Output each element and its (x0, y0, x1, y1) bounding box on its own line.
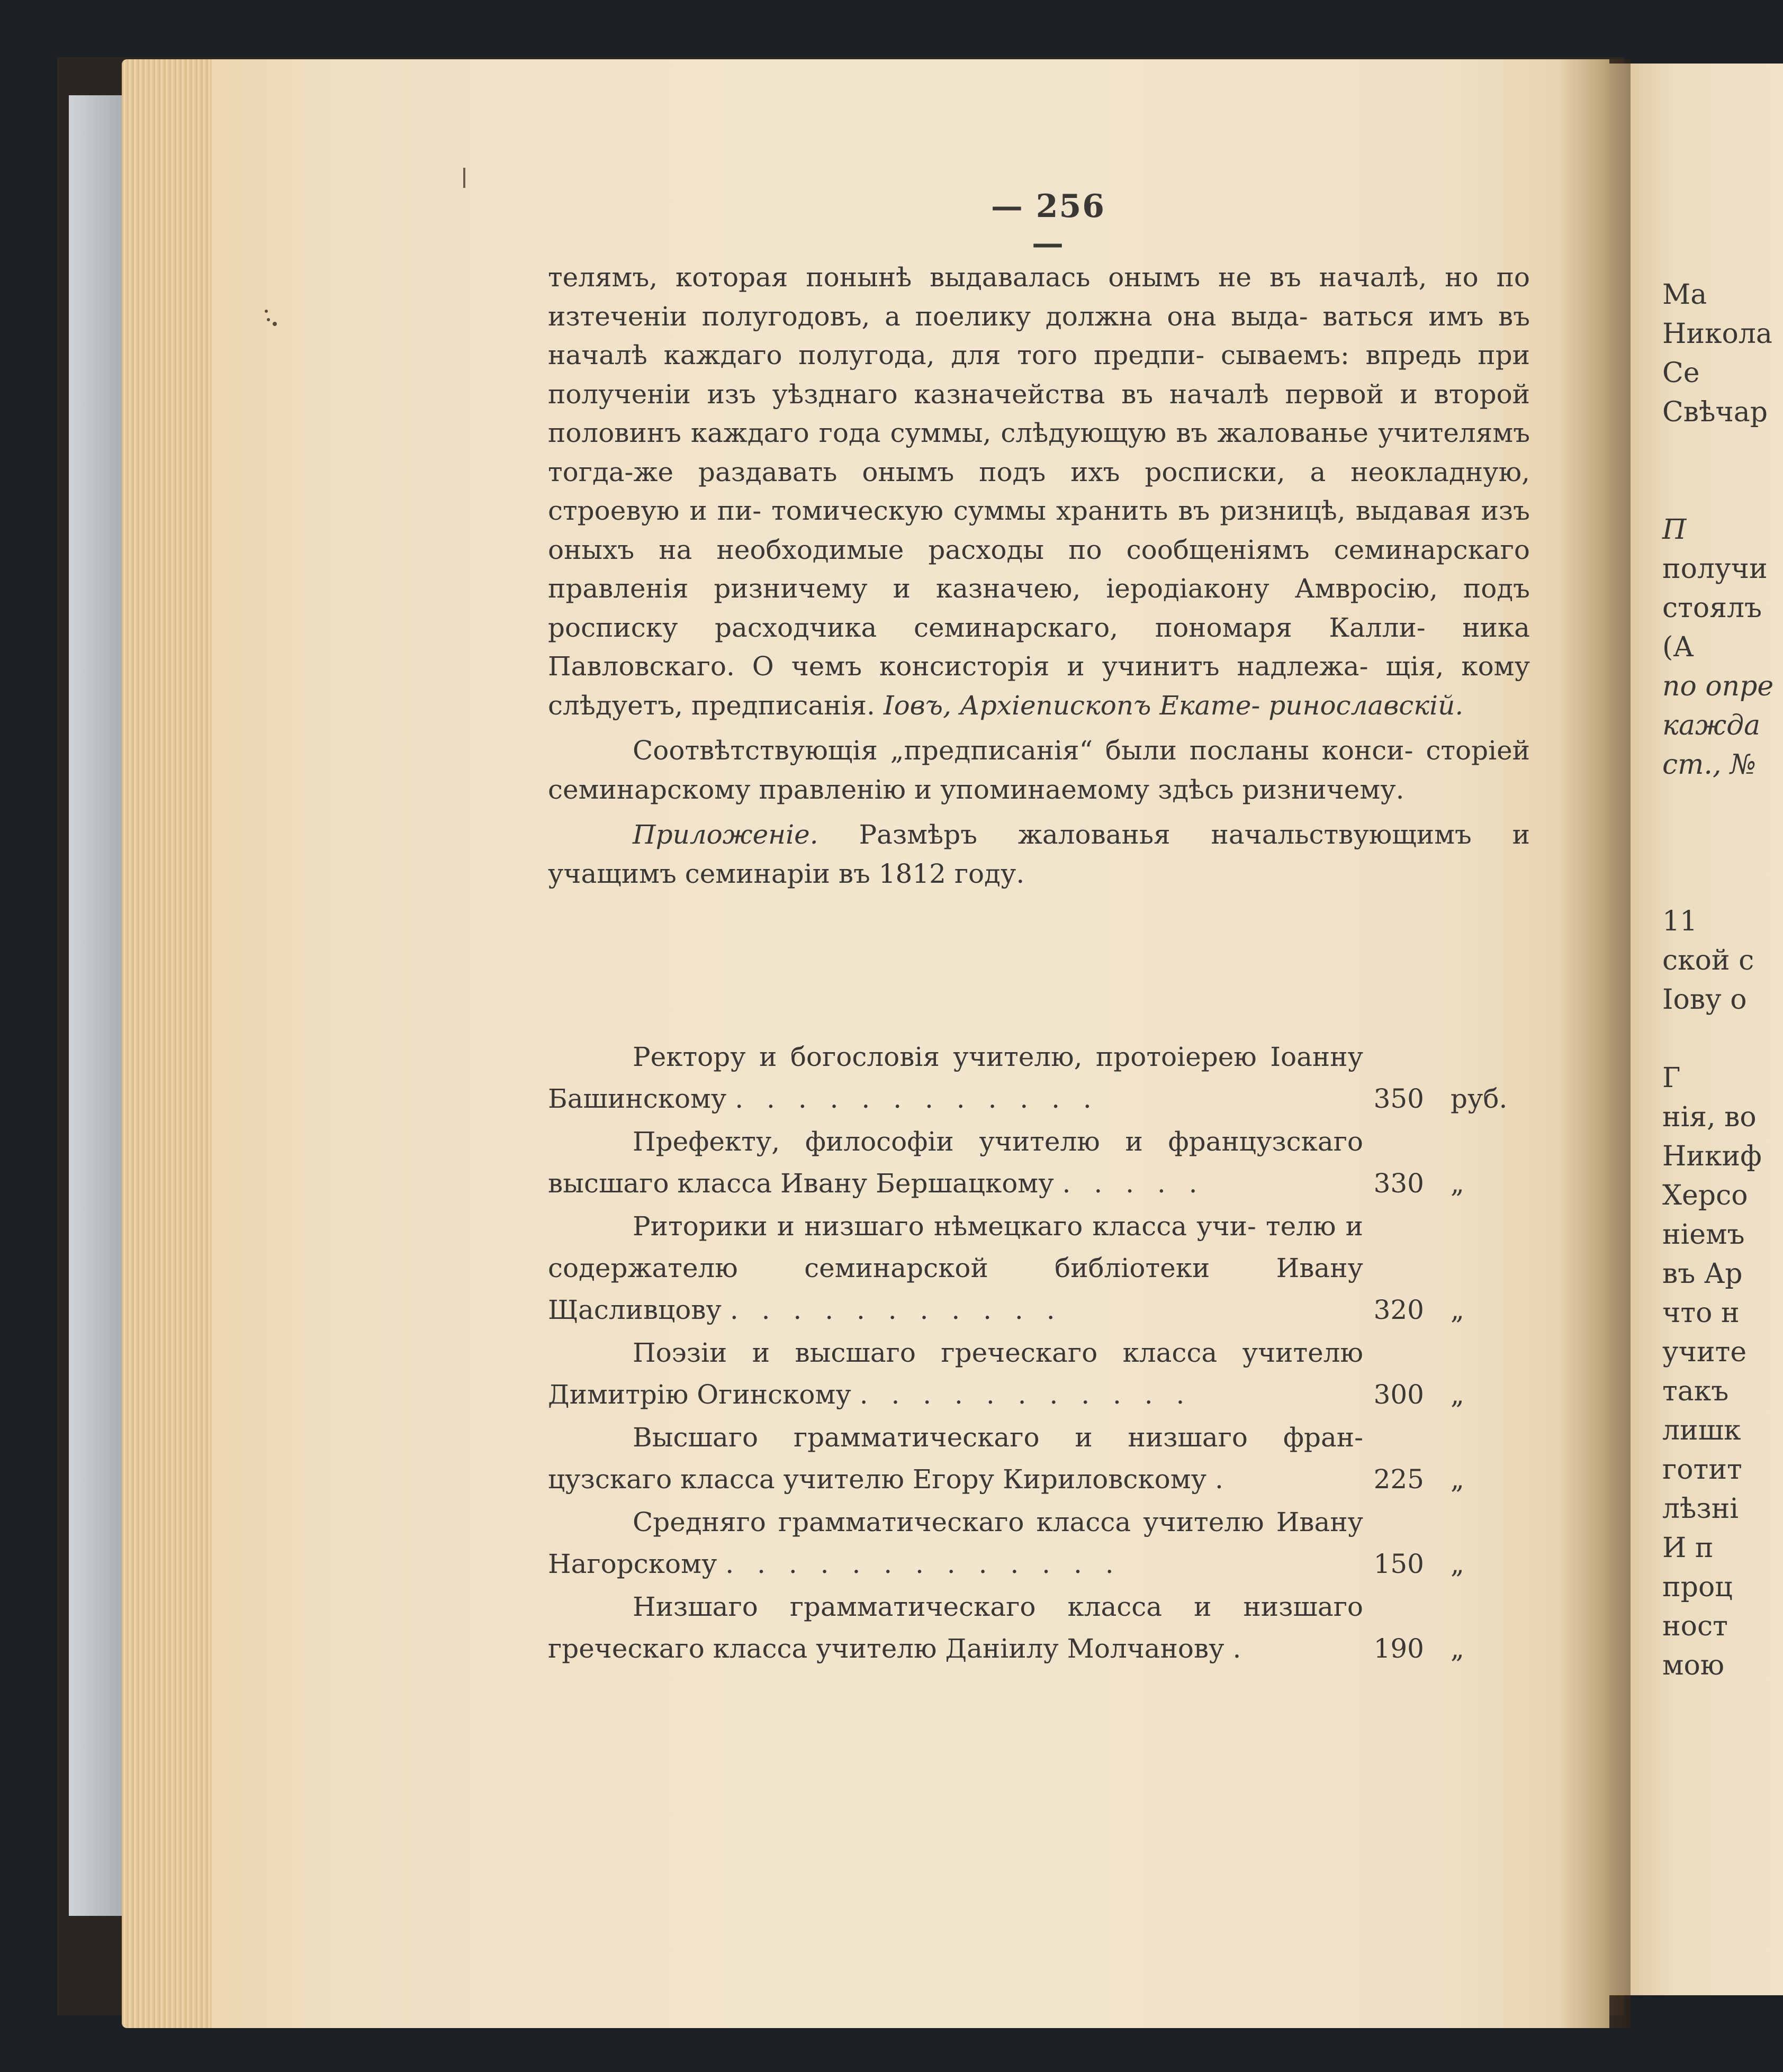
dot-leader: . . . . . . . . . . . (859, 1379, 1192, 1410)
text-line: подъ росписку расходчика семинарскаго, пономаря Калли- (548, 573, 1530, 643)
appendix-heading (548, 816, 1530, 893)
salary-amount: 330 (1373, 1168, 1424, 1199)
salary-list (548, 1036, 1530, 1671)
salary-amount: 150 (1373, 1549, 1424, 1579)
fragment-line (1662, 432, 1783, 471)
fragment-line: И п (1662, 1532, 1714, 1564)
salary-name: греческаго класса учителю Даніилу Молчанову (548, 1633, 1224, 1664)
fragment-line: что н (1662, 1297, 1740, 1329)
salary-line: Поэзіи и высшаго греческаго класса учителю (633, 1337, 1363, 1368)
salary-amount: 350 (1373, 1083, 1424, 1114)
salary-unit: „ (1451, 1379, 1464, 1410)
salary-row (548, 1501, 1530, 1585)
fragment-line: (А (1662, 631, 1694, 663)
text-line: ваться имъ въ началѣ каждаго полугода, для того предпи- (548, 301, 1530, 370)
salary-name: Іоанну Башинскому (548, 1042, 1363, 1114)
text-line: но по изтеченіи полугодовъ, а поелику должна она выда- (548, 262, 1530, 332)
fragment-line: ской с (1662, 945, 1754, 976)
text-line: сторіей семинарскому правленію и упоминаемому здѣсь (548, 735, 1530, 805)
fragment-line: лѣзні (1662, 1493, 1739, 1525)
text-line: ризничему. (1242, 774, 1404, 805)
salary-unit: „ (1451, 1464, 1464, 1495)
paragraph-2 (548, 731, 1530, 809)
salary-row (548, 1206, 1530, 1331)
salary-line: телю и содержателю семинарской библіотеки (548, 1211, 1364, 1283)
fragment-line: Херсо (1662, 1180, 1748, 1211)
salary-row (548, 1121, 1530, 1205)
fragment-line: стоялъ (1662, 592, 1762, 624)
fragment-line: Іову о (1662, 984, 1747, 1016)
salary-row (548, 1332, 1530, 1416)
fragment-line: въ Ар (1662, 1258, 1743, 1290)
main-text (548, 258, 1530, 893)
page-edges (122, 59, 212, 2028)
fragment-line: ст., № (1662, 749, 1757, 781)
text-line: Соотвѣтствующія „предписанія“ были посланы конси- (633, 735, 1413, 766)
salary-description (548, 1332, 1363, 1416)
salary-name: Димитрію Огинскому (548, 1379, 851, 1410)
dot-leader: . (1232, 1633, 1249, 1664)
appendix-text: учащимъ семинаріи въ 1812 году. (548, 858, 1025, 889)
dot-leader: . . . . . . . . . . . . . (725, 1549, 1121, 1579)
fragment-line: ност (1662, 1610, 1728, 1642)
signature: Іовъ, Архіепископъ Екате- (883, 690, 1260, 721)
dot-leader: . . . . . . . . . . . (730, 1295, 1062, 1325)
salary-description (548, 1417, 1363, 1500)
fragment-line: Никола (1662, 318, 1772, 350)
salary-line: Префекту, философіи учителю и французскаго (633, 1126, 1363, 1157)
salary-line: Ректору и богословія учителю, протоіерею (633, 1042, 1257, 1072)
salary-unit: „ (1451, 1168, 1464, 1199)
dot-leader: . (1214, 1464, 1231, 1495)
pencil-mark (463, 168, 465, 188)
dot-leader: . . . . . . . . . . . . (735, 1083, 1099, 1114)
dot-leader: . . . . . (1062, 1168, 1205, 1199)
text-line: правленія ризничему и казначею, іеродіакону Амвросію, (548, 573, 1438, 604)
text-line: томическую суммы хранить въ ризницѣ, выдавая изъ оныхъ (548, 495, 1530, 565)
fragment-line (1662, 863, 1783, 902)
salary-line: Риторики и низшаго нѣмецкаго класса учи- (633, 1211, 1256, 1242)
salary-description (548, 1036, 1363, 1120)
fragment-line: нія, во (1662, 1101, 1757, 1133)
salary-description (548, 1501, 1363, 1585)
fragment-line: получи (1662, 553, 1768, 585)
text-line: сываемъ: впредь при полученіи изъ уѣзднаго казначейства (548, 340, 1530, 410)
salary-name: Ивану Нагорскому (548, 1507, 1363, 1579)
salary-amount: 320 (1373, 1295, 1424, 1325)
text-line: ника Павловскаго. О чемъ консисторія и учинитъ надлежа- (548, 612, 1530, 682)
appendix-text: Размѣръ жалованья начальствующимъ и (859, 819, 1530, 850)
salary-amount: 190 (1373, 1633, 1424, 1664)
book-edge (69, 95, 127, 1916)
fragment-line: готит (1662, 1454, 1742, 1486)
salary-amount: 225 (1373, 1464, 1424, 1495)
salary-unit: „ (1451, 1549, 1464, 1579)
salary-row (548, 1417, 1530, 1500)
fragment-line: 11 (1662, 906, 1698, 937)
text-line: телямъ, которая понынѣ выдавалась онымъ не въ началѣ, (548, 262, 1427, 293)
salary-description (548, 1586, 1363, 1670)
salary-row (548, 1036, 1530, 1120)
fragment-line: мою (1662, 1650, 1725, 1681)
salary-unit: „ (1451, 1295, 1464, 1325)
salary-name: высшаго класса Ивану Бершацкому (548, 1168, 1054, 1199)
right-page-text (1662, 275, 1783, 1685)
salary-line: Низшаго грамматическаго класса и низшаго (633, 1591, 1363, 1622)
appendix-label: Приложеніе. (633, 819, 818, 850)
fragment-line: Г (1662, 1062, 1681, 1094)
fragment-line: по опре (1662, 671, 1774, 702)
signature-cont: ринославскій. (1268, 690, 1464, 721)
fragment-line: Никиф (1662, 1141, 1762, 1172)
text-line: на необходимые расходы по сообщеніямъ семинарскаго (659, 534, 1530, 565)
fragment-line (1662, 824, 1783, 863)
salary-unit: руб. (1451, 1083, 1508, 1114)
text-line: онымъ подъ ихъ росписки, а неокладную, строевую и пи- (548, 456, 1530, 526)
fragment-line (1662, 1019, 1783, 1058)
fragment-line: ніемъ (1662, 1219, 1745, 1251)
salary-description (548, 1206, 1363, 1331)
fragment-line: проц (1662, 1571, 1733, 1603)
fragment-line: Свѣчар (1662, 396, 1768, 428)
ink-mark-icon (262, 308, 283, 329)
fragment-line: лишк (1662, 1415, 1741, 1446)
salary-line: Средняго грамматическаго класса учителю (633, 1507, 1264, 1537)
salary-name: Ивану Щасливцову (548, 1253, 1363, 1325)
salary-row (548, 1586, 1530, 1670)
fragment-line: учите (1662, 1336, 1747, 1368)
fragment-line: кажда (1662, 710, 1761, 741)
fragment-line: такъ (1662, 1376, 1729, 1407)
fragment-line: П (1662, 514, 1687, 546)
fragment-line: Се (1662, 357, 1700, 389)
salary-name: цузскаго класса учителю Егору Кириловскому (548, 1464, 1207, 1495)
page-number: — 256 — (990, 188, 1106, 262)
fragment-line (1662, 784, 1783, 824)
text-line: щія, кому слѣдуетъ, предписанія. (548, 651, 1530, 721)
fragment-line (1662, 471, 1783, 510)
gutter-shadow (1556, 59, 1631, 2028)
text-line: слѣдующую въ жалованье учителямъ тогда-же раздавать (548, 418, 1530, 487)
text-line: въ началѣ первой и второй половинъ каждаго года суммы, (548, 378, 1530, 448)
salary-unit: „ (1451, 1633, 1464, 1664)
salary-description (548, 1121, 1363, 1205)
paragraph-1 (548, 258, 1530, 725)
fragment-line: Ма (1662, 279, 1707, 311)
salary-line: Высшаго грамматическаго и низшаго фран- (633, 1422, 1363, 1453)
salary-amount: 300 (1373, 1379, 1424, 1410)
